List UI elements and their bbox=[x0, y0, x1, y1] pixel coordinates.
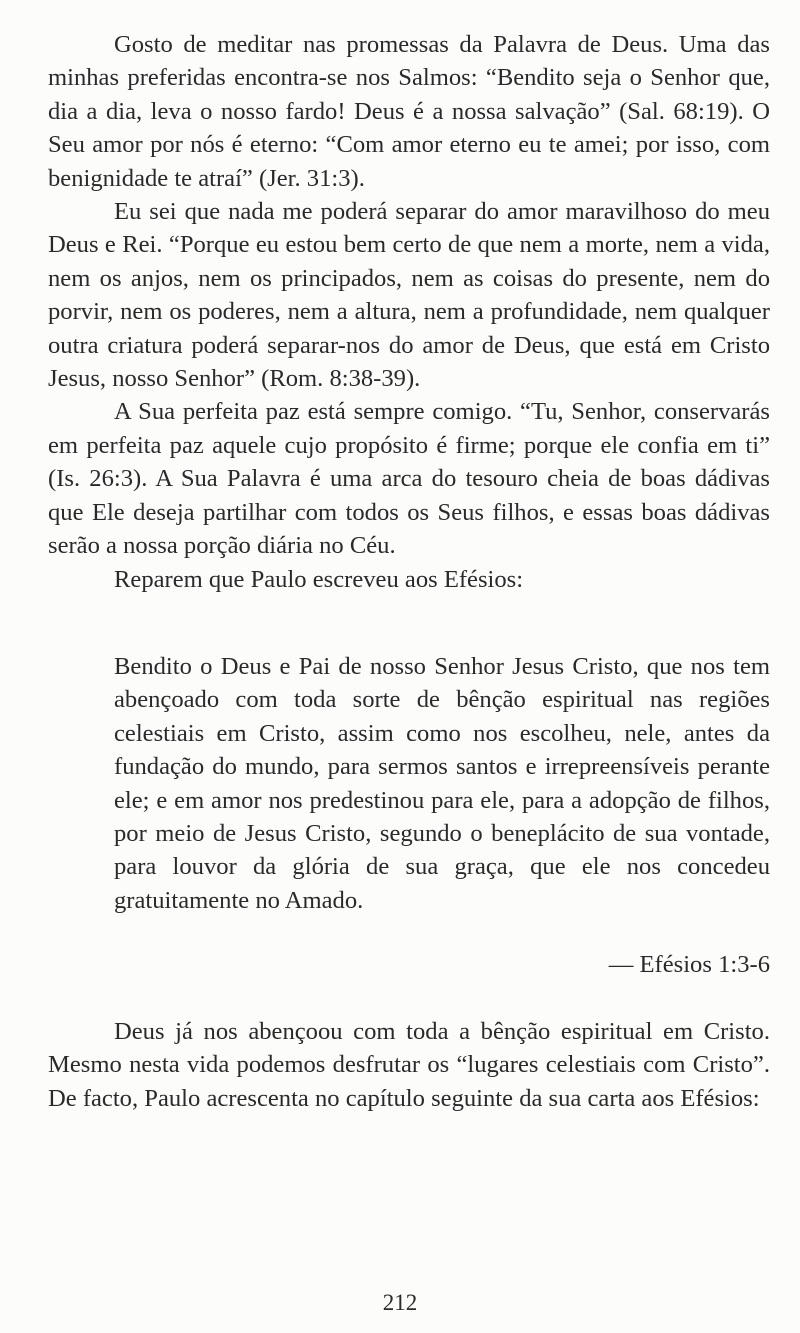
page-number: 212 bbox=[382, 1290, 418, 1315]
body-text bbox=[48, 28, 770, 596]
closing-text bbox=[48, 1015, 770, 1115]
block-quote-text: Bendito o Deus e Pai de nosso Senhor Jesus Cristo, que nos tem abençoado com toda sorte de bênção espiritual nas regiões celestiais em Cristo, assim como nos escolheu, nele, antes da fundação do mundo, para sermos santos e irrepreensíveis perante ele; e em amor nos predestinou para ele, para a adopção de filhos, por meio de Jesus Cristo, segundo o beneplácito de sua vontade, para louvor da glória de sua graça, que ele nos concedeu gratuitamente no Amado. bbox=[114, 653, 770, 914]
paragraph-4: Reparem que Paulo escreveu aos Efésios: bbox=[114, 565, 524, 593]
paragraph-1: Gosto de meditar nas promessas da Palavra de Deus. Uma das minhas preferidas encontra-se nos Salmos: “Bendito seja o Senhor que, dia a dia, leva o nosso fardo! Deus é a nossa salvação” (Sal. 68:19). O Seu amor por nós é eterno: “Com amor eterno eu te amei; por isso, com benignidade te atraí” (Jer. 31:3). bbox=[48, 31, 770, 192]
block-quote bbox=[114, 650, 770, 917]
quote-attribution: — Efésios 1:3-6 bbox=[608, 951, 770, 978]
closing-paragraph: Deus já nos abençoou com toda a bênção espiritual em Cristo. Mesmo nesta vida podemos desfrutar os “lugares celestiais com Cristo”. De facto, Paulo acrescenta no capítulo seguinte da sua carta aos Efésios: bbox=[48, 1018, 770, 1112]
paragraph-2: Eu sei que nada me poderá separar do amor maravilhoso do meu Deus e Rei. “Porque eu estou bem certo de que nem a morte, nem a vida, nem os anjos, nem os principados, nem as coisas do presente, nem do porvir, nem os poderes, nem a altura, nem a profundidade, nem qualquer outra criatura poderá separar-nos do amor de Deus, que está em Cristo Jesus, nosso Senhor” (Rom. 8:38-39). bbox=[48, 198, 770, 393]
paragraph-3: A Sua perfeita paz está sempre comigo. “Tu, Senhor, conservarás em perfeita paz aquele cujo propósito é firme; porque ele confia em ti” (Is. 26:3). A Sua Palavra é uma arca do tesouro cheia de boas dádivas que Ele deseja partilhar com todos os Seus filhos, e essas boas dádivas serão a nossa porção diária no Céu. bbox=[48, 398, 770, 560]
